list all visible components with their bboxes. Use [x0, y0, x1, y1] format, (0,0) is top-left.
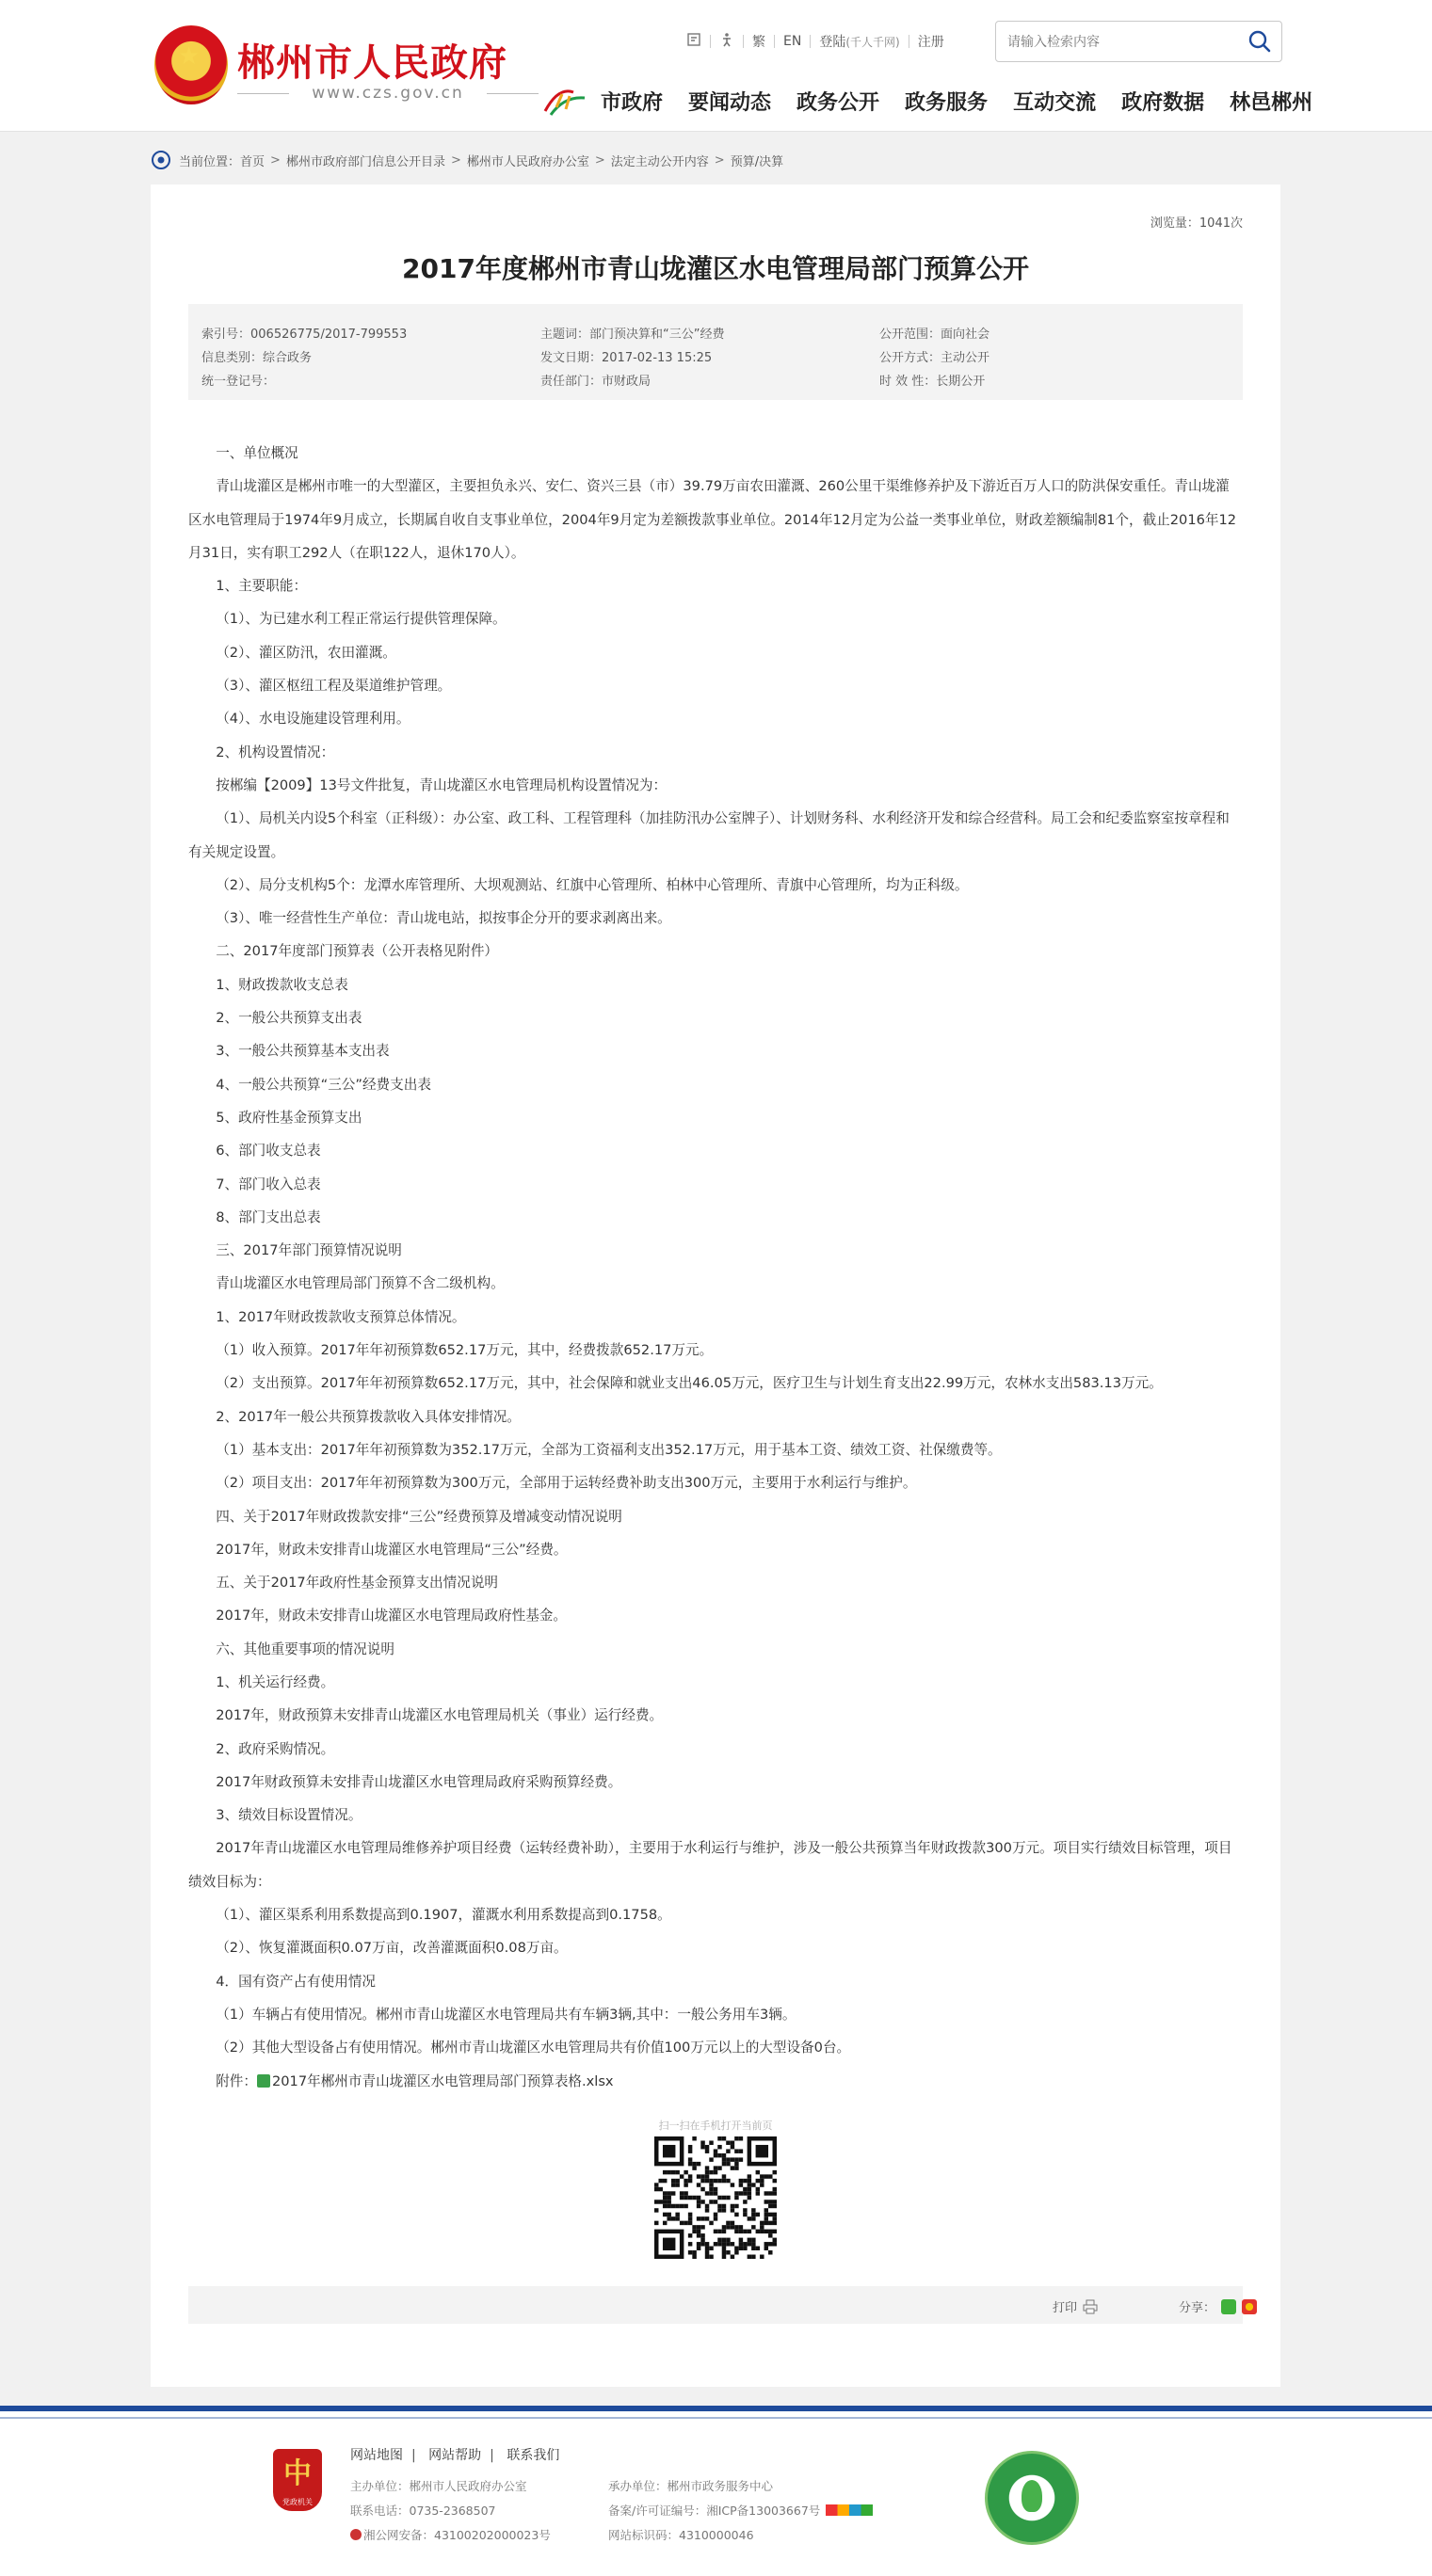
- site-logo[interactable]: [151, 24, 546, 113]
- article-paragraph: （2）其他大型设备占有使用情况。郴州市青山垅灌区水电管理局共有价值100万元以上的大型设备0台。: [216, 2040, 851, 2056]
- nav-item-linyi-chenzhou[interactable]: 林邑郴州: [1230, 91, 1313, 115]
- article-paragraph: （2）项目支出：2017年年初预算数为300万元，全部用于运转经费补助支出300万元，主要用于水利运行与维护。: [216, 1475, 917, 1492]
- article-paragraph: 5、政府性基金预算支出: [216, 1109, 362, 1126]
- article-paragraph: （1）收入预算。2017年年初预算数652.17万元，其中，经费拨款652.17万元。: [216, 1342, 714, 1359]
- qr-code-icon: [654, 2136, 777, 2259]
- register-link[interactable]: 注册: [917, 35, 944, 50]
- breadcrumb-directory[interactable]: 郴州市政府部门信息公开目录: [285, 154, 445, 169]
- english-link[interactable]: EN: [783, 34, 802, 49]
- breadcrumb: 当前位置： 首页 > 郴州市政府部门信息公开目录 > 郴州市人民政府办公室 > 法定主动公开内容 > 预算/决算: [151, 149, 783, 171]
- article-paragraph: 三、2017年部门预算情况说明: [216, 1242, 402, 1259]
- login-link[interactable]: [811, 32, 908, 51]
- national-emblem-icon: [154, 25, 228, 104]
- nav-decoration-icon: [541, 83, 588, 120]
- share-group: [1179, 2297, 1257, 2315]
- article-paragraph: （3）、唯一经营性生产单位：青山垅电站，拟按事企分开的要求剥离出来。: [216, 910, 671, 927]
- article-meta: [188, 304, 1243, 400]
- footer-link-contact[interactable]: 联系我们: [507, 2448, 560, 2463]
- search-box: [995, 21, 1282, 62]
- weibo-share-icon[interactable]: [1242, 2299, 1257, 2314]
- header-tools: [678, 28, 953, 55]
- article-paragraph: （2）、局分支机构5个：龙潭水库管理所、大坝观测站、红旗中心管理所、柏林中心管理所、青旗中心管理所，均为正科级。: [216, 876, 969, 893]
- article-paragraph: 2、2017年一般公共预算拨款收入具体安排情况。: [216, 1408, 521, 1425]
- article-paragraph: 六、其他重要事项的情况说明: [216, 1640, 394, 1657]
- cnzz-stats-icon: [826, 2504, 873, 2516]
- article-paragraph: 8、部门支出总表: [216, 1208, 321, 1225]
- article-paragraph: 2017年，财政未安排青山垅灌区水电管理局“三公”经费。: [216, 1541, 568, 1558]
- party-government-badge-icon[interactable]: 中 党政机关: [273, 2449, 322, 2511]
- footer-phone: 联系电话：0735-2368507: [350, 2504, 496, 2518]
- footer-link-help[interactable]: 网站帮助: [428, 2448, 482, 2463]
- article-paragraph: 7、部门收入总表: [216, 1176, 321, 1192]
- nav-item-city-government[interactable]: 市政府: [601, 91, 664, 115]
- footer-host: 主办单位：郴州市人民政府办公室: [350, 2479, 527, 2493]
- article-paragraph: （3）、灌区枢纽工程及渠道维护管理。: [216, 678, 452, 695]
- search-input[interactable]: [1007, 31, 1233, 54]
- login-label: 登陆: [819, 35, 846, 50]
- article-paragraph: 五、关于2017年政府性基金预算支出情况说明: [216, 1575, 499, 1592]
- main-nav: [601, 87, 1312, 116]
- nav-item-open-government[interactable]: 政务公开: [796, 91, 880, 115]
- article-paragraph: 6、部门收支总表: [216, 1143, 321, 1160]
- article-paragraph: （2）、灌区防汛，农田灌溉。: [216, 644, 396, 661]
- search-icon[interactable]: [1247, 29, 1272, 54]
- article-paragraph: 2、政府采购情况。: [216, 1740, 335, 1757]
- article-paragraph: 2017年青山垅灌区水电管理局维修养护项目经费（运转经费补助），主要用于水利运行与维护，涉及一般公共预算当年财政拨款300万元。项目实行绩效目标管理，项目绩效目标为：: [188, 1840, 1232, 1890]
- print-label: 打印: [1053, 2301, 1078, 2315]
- share-bar: [188, 2286, 1243, 2324]
- article-paragraph: 1、财政拨款收支总表: [216, 976, 348, 993]
- wechat-share-icon[interactable]: [1221, 2299, 1236, 2314]
- site-title: 郴州市人民政府: [237, 40, 507, 85]
- article-paragraph: 4、一般公共预算“三公”经费支出表: [216, 1076, 431, 1093]
- print-button[interactable]: [1053, 2297, 1098, 2315]
- article-paragraph: 4．国有资产占有使用情况: [216, 1973, 377, 1990]
- article-paragraph: 3、一般公共预算基本支出表: [216, 1043, 390, 1060]
- attachment-link[interactable]: 2017年郴州市青山垅灌区水电管理局部门预算表格.xlsx: [271, 2072, 614, 2089]
- traditional-chinese-link[interactable]: 繁: [752, 35, 765, 50]
- meta-date: 发文日期：2017-02-13 15:25: [540, 351, 713, 365]
- site-header: [0, 0, 1432, 132]
- footer-link-sitemap[interactable]: 网站地图: [350, 2448, 403, 2463]
- article-paragraph: 2017年，财政预算未安排青山垅灌区水电管理局机关（事业）运行经费。: [216, 1707, 664, 1724]
- qr-label: 扫一扫在手机打开当前页: [658, 2120, 773, 2132]
- footer-police-text: 湘公网安备：43100202000023号: [363, 2528, 551, 2542]
- meta-validity: 时 效 性：长期公开: [879, 375, 986, 389]
- article-paragraph: （1）、灌区渠系利用系数提高到0.1907，灌溉水利用系数提高到0.1758。: [216, 1907, 671, 1924]
- article-paragraph: （2）支出预算。2017年年初预算数652.17万元，其中，社会保障和就业支出46.05万元，医疗卫生与计划生育支出22.99万元，农林水支出583.13万元。: [216, 1375, 1163, 1392]
- view-count: 浏览量：1041次: [1150, 216, 1243, 231]
- article-paragraph: （1）、为已建水利工程正常运行提供管理保障。: [216, 611, 507, 628]
- footer-undertaker: 承办单位：郴州市政务服务中心: [608, 2479, 774, 2493]
- accessibility-person-icon[interactable]: [711, 32, 743, 51]
- article-paragraph: 2、一般公共预算支出表: [216, 1010, 362, 1027]
- article-body: [188, 437, 1243, 2098]
- article-paragraph: 1、机关运行经费。: [216, 1673, 335, 1690]
- nav-item-news[interactable]: 要闻动态: [688, 91, 772, 115]
- footer-icp-text: 备案/许可证编号：湘ICP备13003667号: [608, 2504, 821, 2518]
- meta-category: 信息类别：综合政务: [201, 351, 313, 365]
- article-paragraph: 2、机构设置情况：: [216, 744, 335, 760]
- attachment-label: 附件：: [216, 2072, 257, 2089]
- accessibility-mode-icon[interactable]: [678, 32, 710, 51]
- meta-dept: 责任部门：市财政局: [540, 375, 652, 389]
- printer-icon: [1083, 2299, 1098, 2314]
- footer-police[interactable]: [350, 2526, 551, 2543]
- article-paragraph: 2017年财政预算未安排青山垅灌区水电管理局政府采购预算经费。: [216, 1773, 622, 1790]
- article-card: [151, 184, 1280, 2387]
- meta-subject: 主题词：部门预决算和“三公”经费: [540, 328, 725, 342]
- meta-method: 公开方式：主动公开: [879, 351, 990, 365]
- breadcrumb-label: 当前位置：: [179, 154, 241, 169]
- article-paragraph: 一、单位概况: [216, 445, 298, 461]
- breadcrumb-office[interactable]: 郴州市人民政府办公室: [466, 154, 589, 169]
- article-paragraph: 二、2017年度部门预算表（公开表格见附件）: [216, 943, 499, 960]
- excel-file-icon: [257, 2074, 270, 2088]
- nav-item-government-data[interactable]: 政府数据: [1121, 91, 1205, 115]
- article-paragraph: 青山垅灌区是郴州市唯一的大型灌区，主要担负永兴、安仁、资兴三县（市）39.79万亩农田灌溉、260公里干渠维修养护及下游近百万人口的防洪保安重任。青山垅灌区水电管理局于1974年9月成立，长期属自收自支事业单位，2004年9月定为差额拨款事业单位。2014年12月定为公益一类事业单位，财政差额编制81个，截止2016年12月31日，实有职工292人（在职122人，退休170人）。: [188, 478, 1237, 561]
- location-icon: [151, 150, 171, 170]
- login-sub-label: (千人千网): [845, 36, 900, 49]
- meta-index-no: 索引号：006526775/2017-799553: [201, 328, 408, 342]
- article-paragraph: 1、2017年财政拨款收支预算总体情况。: [216, 1308, 466, 1325]
- share-label: 分享：: [1179, 2301, 1216, 2315]
- article-paragraph: （1）、局机关内设5个科室（正科级）：办公室、政工科、工程管理科（加挂防汛办公室牌子）、计划财务科、水利经济开发和综合经营科。局工会和纪委监察室按章程和有关规定设置。: [188, 810, 1230, 860]
- nav-item-interaction[interactable]: 互动交流: [1013, 91, 1097, 115]
- civilization-seal-icon[interactable]: [985, 2451, 1079, 2545]
- police-badge-icon: [350, 2529, 362, 2540]
- breadcrumb-statutory[interactable]: 法定主动公开内容: [610, 154, 709, 169]
- article-paragraph: （1）车辆占有使用情况。郴州市青山垅灌区水电管理局共有车辆3辆,其中：一般公务用车3辆。: [216, 2006, 796, 2023]
- site-domain: www.czs.gov.cn: [237, 84, 539, 103]
- article-title: 2017年度郴州市青山垅灌区水电管理局部门预算公开: [402, 253, 1029, 284]
- nav-item-government-services[interactable]: 政务服务: [905, 91, 989, 115]
- article-paragraph: 3、绩效目标设置情况。: [216, 1807, 362, 1824]
- breadcrumb-home[interactable]: 首页: [240, 154, 265, 169]
- badge-label: 党政机关: [282, 2498, 313, 2506]
- breadcrumb-budget[interactable]: 预算/决算: [730, 154, 784, 169]
- article-paragraph: 按郴编【2009】13号文件批复，青山垅灌区水电管理局机构设置情况为：: [216, 776, 668, 793]
- site-footer: [0, 2406, 1432, 2576]
- paragraph-list: [188, 437, 1243, 2065]
- article-paragraph: （2）、恢复灌溉面积0.07万亩，改善灌溉面积0.08万亩。: [216, 1940, 568, 1957]
- attachment-line: [188, 2065, 1243, 2098]
- footer-links: 网站地图 | 网站帮助 | 联系我们: [350, 2448, 560, 2463]
- article-paragraph: （1）基本支出：2017年年初预算数为352.17万元，全部为工资福利支出352.17万元，用于基本工资、绩效工资、社保缴费等。: [216, 1441, 1002, 1458]
- article-paragraph: （4）、水电设施建设管理利用。: [216, 711, 410, 728]
- footer-site-id: 网站标识码：4310000046: [608, 2528, 754, 2542]
- article-paragraph: 青山垅灌区水电管理局部门预算不含二级机构。: [216, 1275, 505, 1292]
- footer-icp[interactable]: [608, 2502, 873, 2519]
- article-paragraph: 四、关于2017年财政拨款安排“三公”经费预算及增减变动情况说明: [216, 1508, 622, 1525]
- meta-scope: 公开范围：面向社会: [879, 328, 990, 342]
- article-paragraph: 1、主要职能：: [216, 578, 308, 595]
- article-paragraph: 2017年，财政未安排青山垅灌区水电管理局政府性基金。: [216, 1608, 567, 1624]
- meta-reg-no: 统一登记号：: [201, 375, 276, 389]
